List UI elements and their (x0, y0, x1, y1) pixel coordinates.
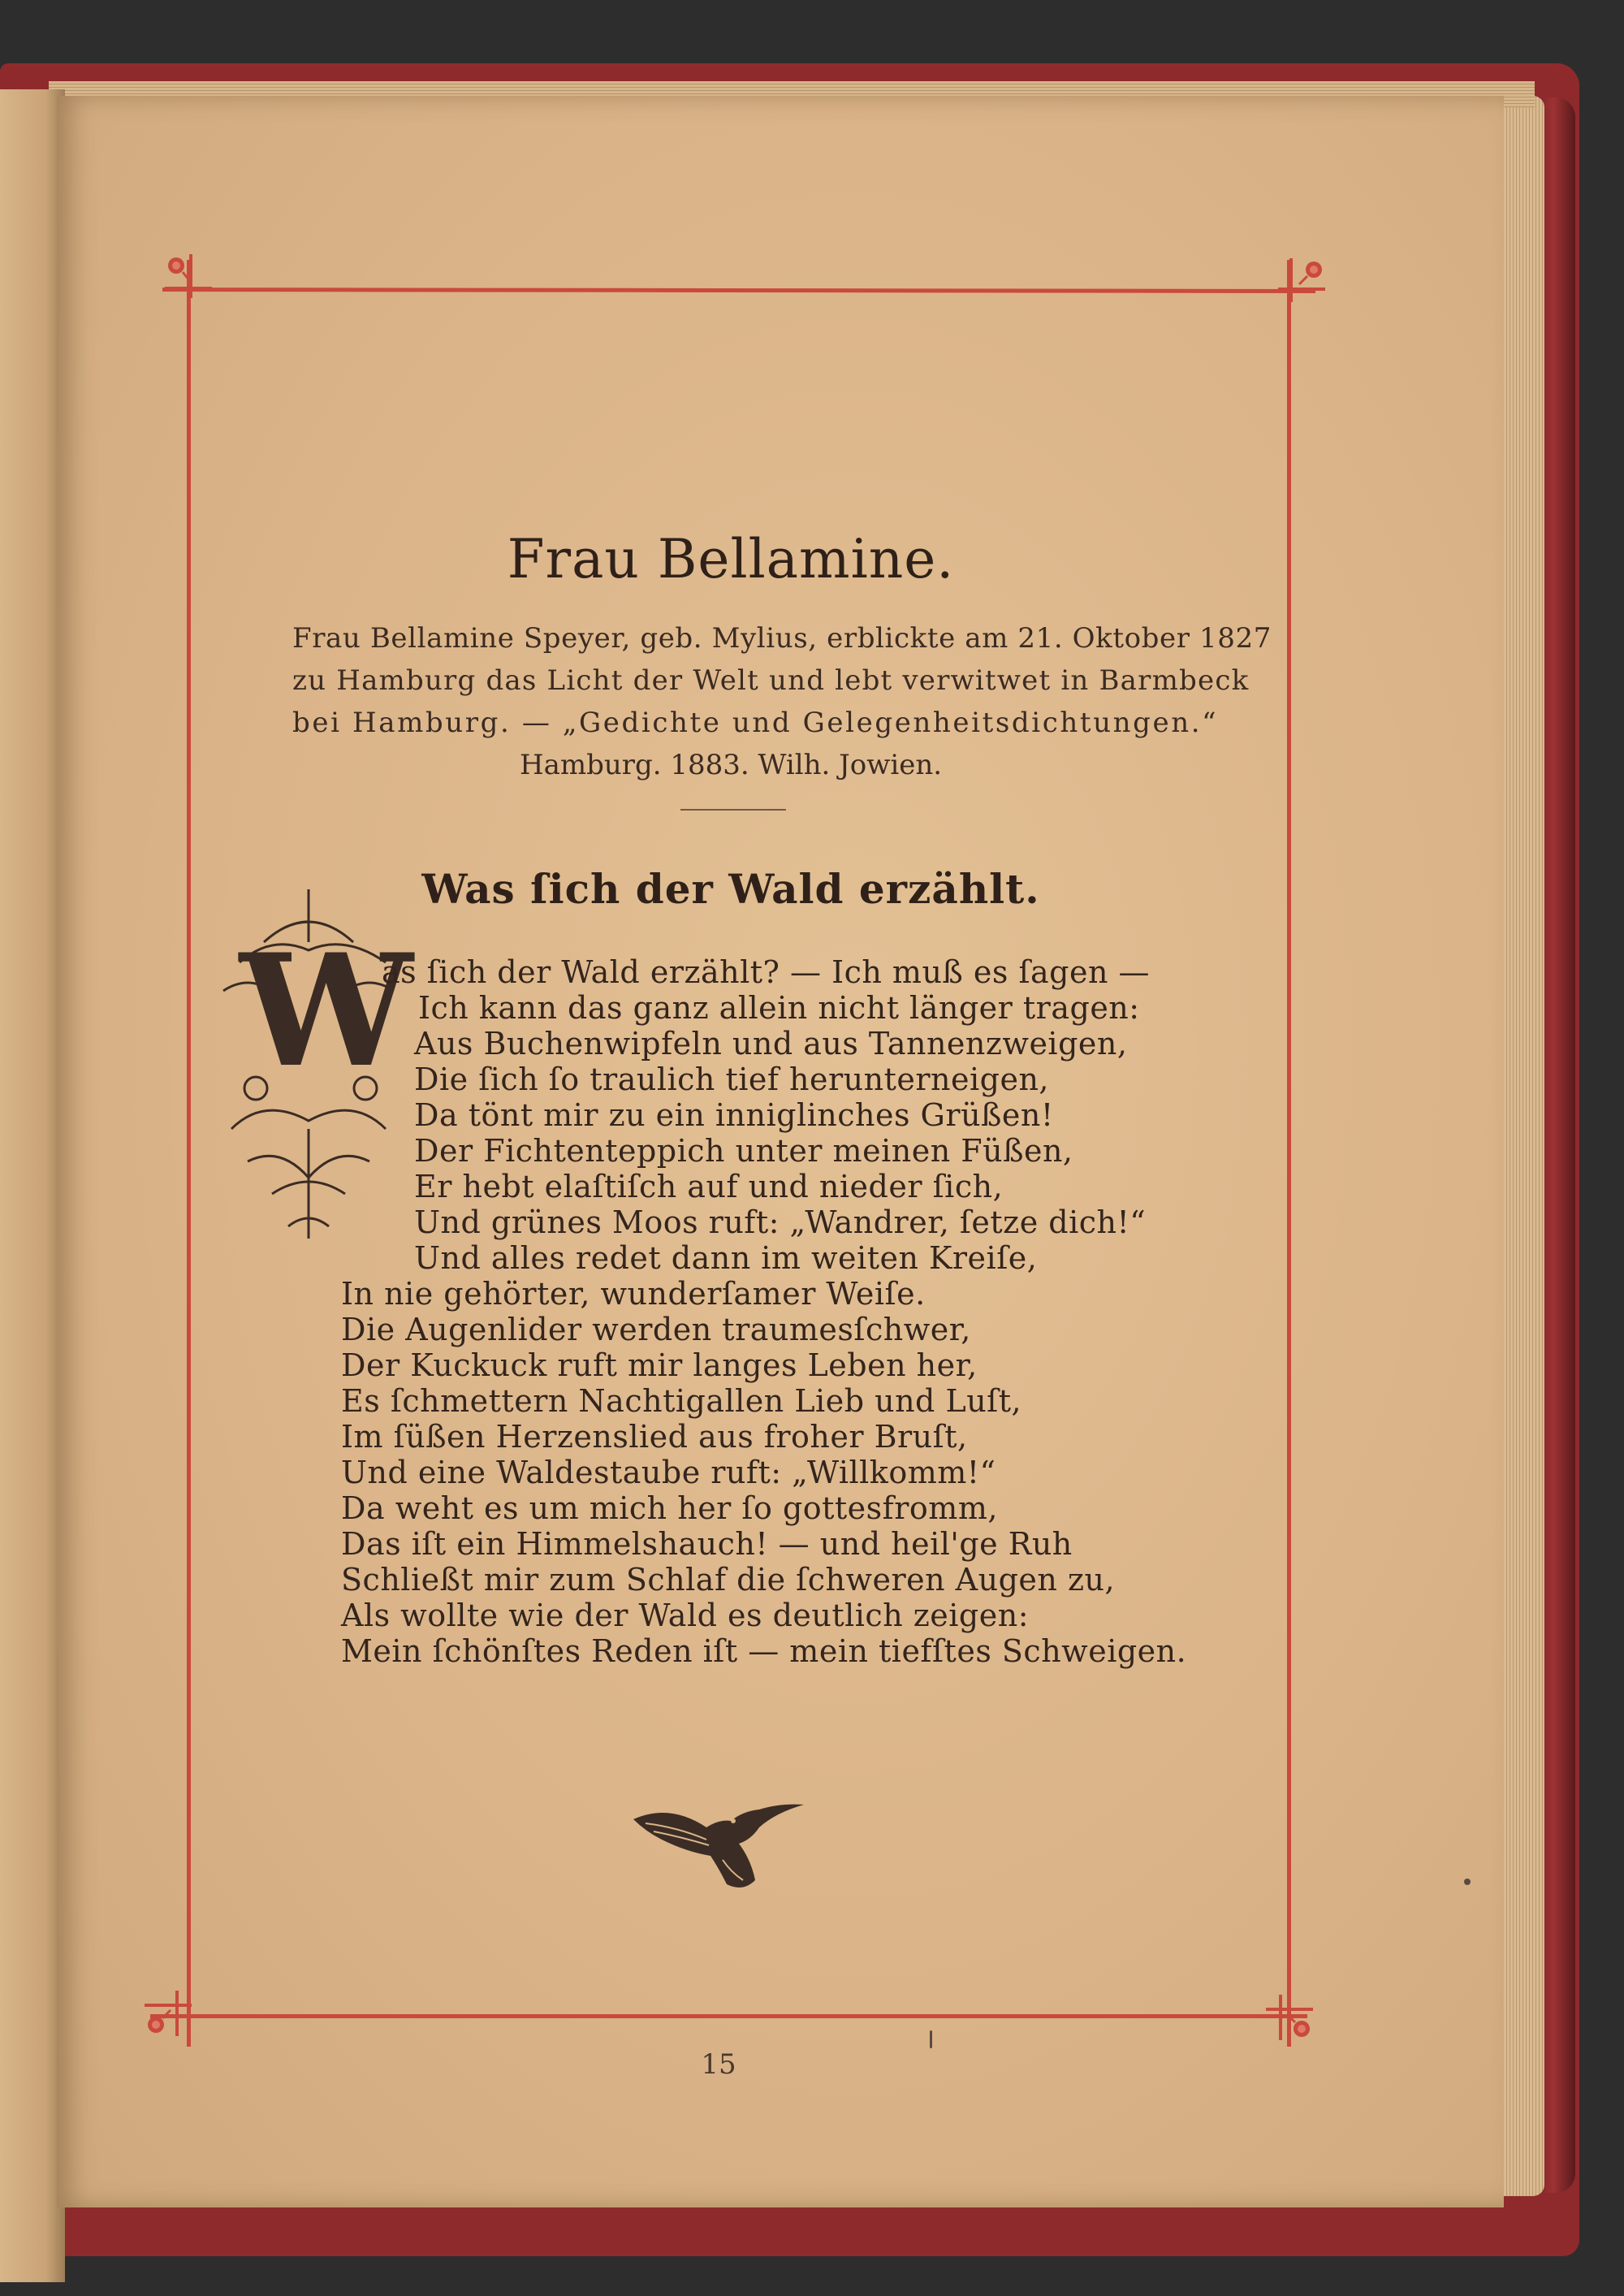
poem-line: Und grünes Moos ruft: „Wandrer, ſetze dich!“ (414, 1204, 1147, 1240)
poem-line: Der Fichtenteppich unter meinen Füßen, (414, 1133, 1073, 1169)
bio-line: Hamburg. 1883. Wilh. Jowien. (519, 749, 943, 781)
page-number: 15 (701, 2048, 736, 2081)
poem-line: Da tönt mir zu ein inniglinches Grüßen! (414, 1097, 1054, 1133)
poem-line: Als wollte wie der Wald es deutlich zeigen: (341, 1598, 1030, 1633)
poem-line: Ich kann das ganz allein nicht länger tragen: (418, 990, 1140, 1026)
poem-line: Aus Buchenwipfeln und aus Tannenzweigen, (414, 1026, 1128, 1062)
poem-line: Im ſüßen Herzenslied aus froher Bruſt, (341, 1419, 968, 1455)
poem-line: as ſich der Wald erzählt? — Ich muß es ſagen — (382, 954, 1151, 990)
bio-line: bei Hamburg. — „Gedichte und Gelegenheitsdichtungen.“ (292, 707, 1219, 739)
poem-line: Es ſchmettern Nachtigallen Lieb und Luſt, (341, 1383, 1022, 1419)
poem-title: Was ſich der Wald erzählt. (421, 865, 1040, 913)
dove-vignette-icon (629, 1795, 812, 1900)
poem-line: Die Augenlider werden traumesſchwer, (341, 1312, 971, 1347)
author-bio (292, 617, 1272, 786)
poem-line: Er hebt elaſtiſch auf und nieder ſich, (414, 1169, 1004, 1204)
poem-line: Das iſt ein Himmelshauch! — und heil'ge Ruh (341, 1526, 1073, 1562)
bio-line: Frau Bellamine Speyer, geb. Mylius, erblickte am 21. Oktober 1827 (292, 622, 1272, 655)
frame-right-rule (1287, 260, 1291, 2047)
poem-line: Mein ſchönſtes Reden iſt — mein tiefſtes Schweigen. (341, 1633, 1187, 1669)
rose-corner-icon (1275, 252, 1332, 309)
poem-line: In nie gehörter, wunderſamer Weiſe. (341, 1276, 926, 1312)
rose-corner-icon (138, 1986, 195, 2043)
poem-line: Schließt mir zum Schlaf die ſchweren Augen zu, (341, 1562, 1116, 1598)
poem-line: Da weht es um mich her ſo gottesfromm, (341, 1490, 998, 1526)
poem-line: Der Kuckuck ruft mir langes Leben her, (341, 1347, 978, 1383)
poem-line: Und alles redet dann im weiten Kreiſe, (414, 1240, 1038, 1276)
poem-line: Und eine Waldestaube ruft: „Willkomm!“ (341, 1455, 996, 1490)
page-title: Frau Bellamine. (507, 528, 955, 590)
drop-cap: W (240, 920, 413, 1101)
paper-speck (1464, 1879, 1471, 1885)
divider (680, 809, 786, 811)
frame-left-rule (187, 260, 191, 2047)
bio-line: zu Hamburg das Licht der Welt und lebt verwitwet in Barmbeck (292, 664, 1250, 697)
paper-speck (930, 2030, 932, 2048)
rose-corner-icon (158, 248, 215, 305)
facing-page (0, 89, 65, 2282)
frame-bottom-rule (150, 2014, 1307, 2018)
poem-line: Die ſich ſo traulich tief herunterneigen, (414, 1062, 1050, 1097)
rose-corner-icon (1263, 1990, 1320, 2047)
